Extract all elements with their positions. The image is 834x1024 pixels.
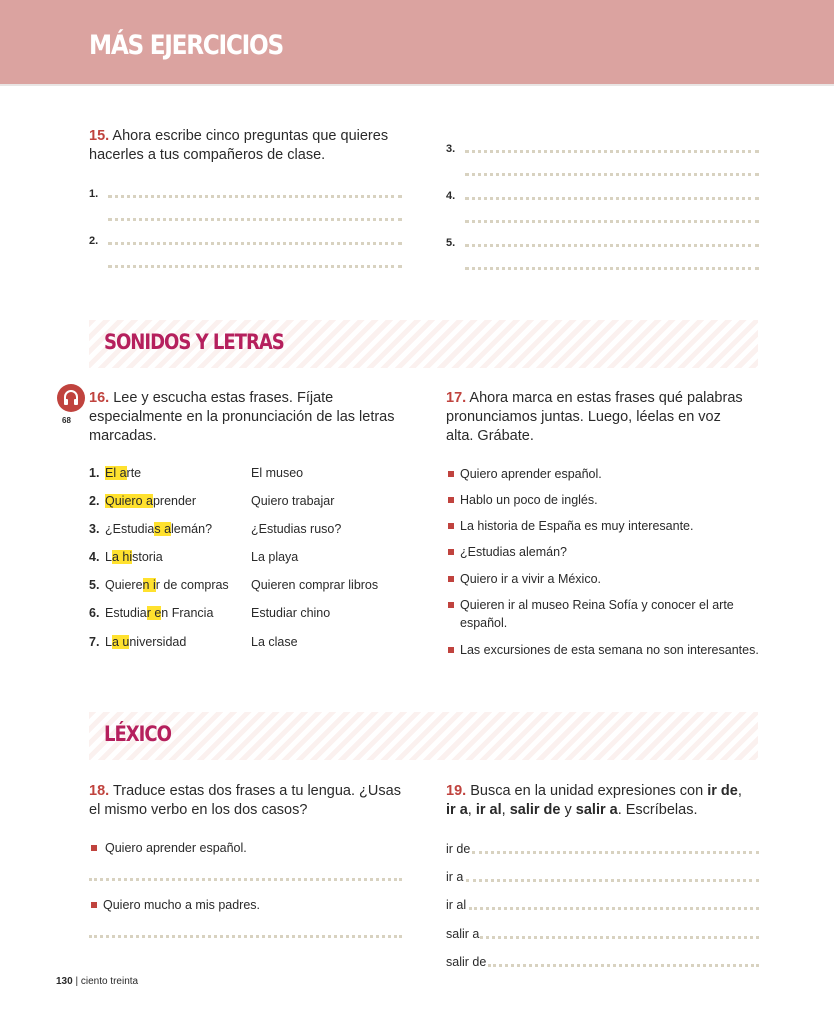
phrase-text: Quiere [105,578,143,592]
answer-line-1b[interactable] [108,218,402,221]
exercise-19-label-5: salir de [446,955,487,969]
exercise-19-sep-3: y [560,802,576,818]
exercise-17-item-5: Quiero ir a vivir a México. [460,572,602,586]
exercise-15-text-1: Ahora escribe cinco preguntas que quieres [112,128,389,144]
bullet-marker [448,602,454,608]
highlighted-sound: r e [146,606,162,620]
page-number: 130 [56,976,73,987]
expression-line-1[interactable] [472,851,759,854]
exercise-17-number: 17. [446,390,467,406]
exercise-15-text-2: hacerles a tus compañeros de clase. [89,147,326,163]
exercise-16-item-number: 3. [89,522,100,536]
bullet-marker [448,497,454,503]
exercise-19-number: 19. [446,783,467,799]
exercise-17-item-6-cont: español. [460,616,508,630]
exercise-18-number: 18. [89,783,110,799]
exercise-15-instruction [89,127,419,165]
exercise-18-instruction [89,782,419,820]
answer-line-3a[interactable] [465,150,759,153]
exercise-19-text-pre: Busca en la unidad expresiones con [470,783,708,799]
bullet-marker [448,576,454,582]
exercise-17-item-4: ¿Estudias alemán? [460,545,568,559]
phrase-text: lemán? [171,522,213,536]
phrase-text: r de compras [155,578,229,592]
phrase-text: storia [132,550,163,564]
page-header [0,0,834,86]
exercise-16-item-number: 1. [89,466,100,480]
exercise-16-text-1: Lee y escucha estas frases. Fíjate [113,390,334,406]
audio-track-number: 68 [62,416,71,425]
bullet-marker [448,523,454,529]
section-title-sonidos: SONIDOS Y LETRAS [104,330,284,354]
translation-line-1[interactable] [89,878,402,881]
answer-line-5b[interactable] [465,267,759,270]
answer-line-4b[interactable] [465,220,759,223]
exercise-17-text-1: Ahora marca en estas frases qué palabras [469,390,743,406]
exercise-19-expr-ir-al: ir al [475,802,502,818]
exercise-16-text-2: especialmente en la pronunciación de las letras [89,409,395,425]
exercise-16-item-number: 4. [89,550,100,564]
exercise-18-text-2: el mismo verbo en los dos casos? [89,802,308,818]
phrase-text: L [105,550,112,564]
answer-line-4a[interactable] [465,197,759,200]
answer-number-2: 2. [89,235,99,247]
exercise-18-item-1: Quiero aprender español. [105,841,247,855]
bullet-marker [91,845,97,851]
phrase-text: n Francia [161,606,214,620]
exercise-16-instruction [89,389,419,446]
exercise-18-text-1: Traduce estas dos frases a tu lengua. ¿Usas [112,783,401,799]
bullet-marker [448,549,454,555]
answer-line-2b[interactable] [108,265,402,268]
exercise-16-phrase-b: Estudiar chino [251,606,331,620]
bullet-marker [448,647,454,653]
expression-line-4[interactable] [480,936,759,939]
exercise-16-phrase-a [89,635,186,649]
exercise-17-text-3: alta. Grábate. [446,428,534,444]
phrase-text: niversidad [129,635,187,649]
answer-line-3b[interactable] [465,173,759,176]
exercise-16-phrase-b: Quieren comprar libros [251,578,379,592]
page-number-words: ciento treinta [80,976,139,987]
exercise-19-comma: , [737,783,742,799]
section-title-lexico: LÉXICO [104,722,171,746]
answer-line-5a[interactable] [465,244,759,247]
highlighted-sound: a hi [111,550,133,564]
exercise-16-item-number: 6. [89,606,100,620]
exercise-19-expr-salir-de: salir de [509,802,561,818]
exercise-16-text-3: marcadas. [89,428,157,444]
audio-track-button[interactable] [57,384,85,412]
answer-number-1: 1. [89,188,99,200]
exercise-16-phrase-a [89,550,163,564]
answer-line-2a[interactable] [108,242,402,245]
phrase-text: Estudia [105,606,147,620]
exercise-16-item-number: 2. [89,494,100,508]
exercise-17-item-6: Quieren ir al museo Reina Sofía y conocer el arte [460,598,734,612]
exercise-19-label-3: ir al [446,898,467,912]
exercise-16-phrase-b: El museo [251,466,304,480]
bullet-marker [448,471,454,477]
exercise-17-item-7: Las excursiones de esta semana no son interesantes. [460,643,759,657]
exercise-16-phrase-b: Quiero trabajar [251,494,335,508]
exercise-16-phrase-a [89,606,213,620]
exercise-16-item-number: 5. [89,578,100,592]
expression-line-2[interactable] [466,879,759,882]
phrase-text: rte [126,466,142,480]
footer-separator: | [72,976,81,987]
exercise-19-label-4: salir a [446,927,480,941]
exercise-18-item-2: Quiero mucho a mis padres. [103,898,261,912]
translation-line-2[interactable] [89,935,402,938]
answer-number-5: 5. [446,237,456,249]
answer-line-1a[interactable] [108,195,402,198]
exercise-16-phrase-b: La playa [251,550,299,564]
expression-line-5[interactable] [488,964,759,967]
expression-line-3[interactable] [469,907,759,910]
exercise-16-phrase-b: La clase [251,635,298,649]
highlighted-sound: s a [154,522,172,536]
highlighted-sound: n i [142,578,156,592]
exercise-17-item-2: Hablo un poco de inglés. [460,493,598,507]
exercise-19-instruction [446,782,766,820]
page-footer [56,976,138,987]
exercise-19-expr-ir-de: ir de [707,783,738,799]
exercise-19-label-1: ir de [446,842,471,856]
exercise-16-item-number: 7. [89,635,100,649]
exercise-16-phrase-a [89,578,229,592]
exercise-19-text-post: . Escríbelas. [617,802,698,818]
highlighted-sound: a u [111,635,130,649]
exercise-17-instruction [446,389,766,446]
exercise-17-text-2: pronunciamos juntas. Luego, léelas en voz [446,409,721,425]
exercise-19-expr-salir-a: salir a [575,802,618,818]
highlighted-sound: Quiero a [105,494,153,508]
exercise-16-phrase-b: ¿Estudias ruso? [251,522,342,536]
answer-number-3: 3. [446,143,456,155]
phrase-text: prender [152,494,197,508]
exercise-16-phrase-a [89,494,196,508]
exercise-19-sep-2: , [501,802,510,818]
answer-number-4: 4. [446,190,456,202]
section-banner-lexico [89,712,758,760]
phrase-text: ¿Estudia [105,522,155,536]
phrase-text: L [105,635,112,649]
exercise-15-number: 15. [89,128,110,144]
exercise-16-phrase-a [89,466,141,480]
exercise-17-item-1: Quiero aprender español. [460,467,602,481]
section-banner-sonidos [89,320,758,368]
exercise-19-expr-ir-a: ir a [446,802,468,818]
exercise-16-number: 16. [89,390,110,406]
highlighted-sound: El a [105,466,127,480]
exercise-19-label-2: ir a [446,870,464,884]
exercise-19-sep-1: , [467,802,476,818]
headphones-icon [61,388,81,408]
bullet-marker [91,902,97,908]
page-title: MÁS EJERCICIOS [89,30,283,61]
exercise-17-item-3: La historia de España es muy interesante. [460,519,694,533]
exercise-16-phrase-a [89,522,212,536]
